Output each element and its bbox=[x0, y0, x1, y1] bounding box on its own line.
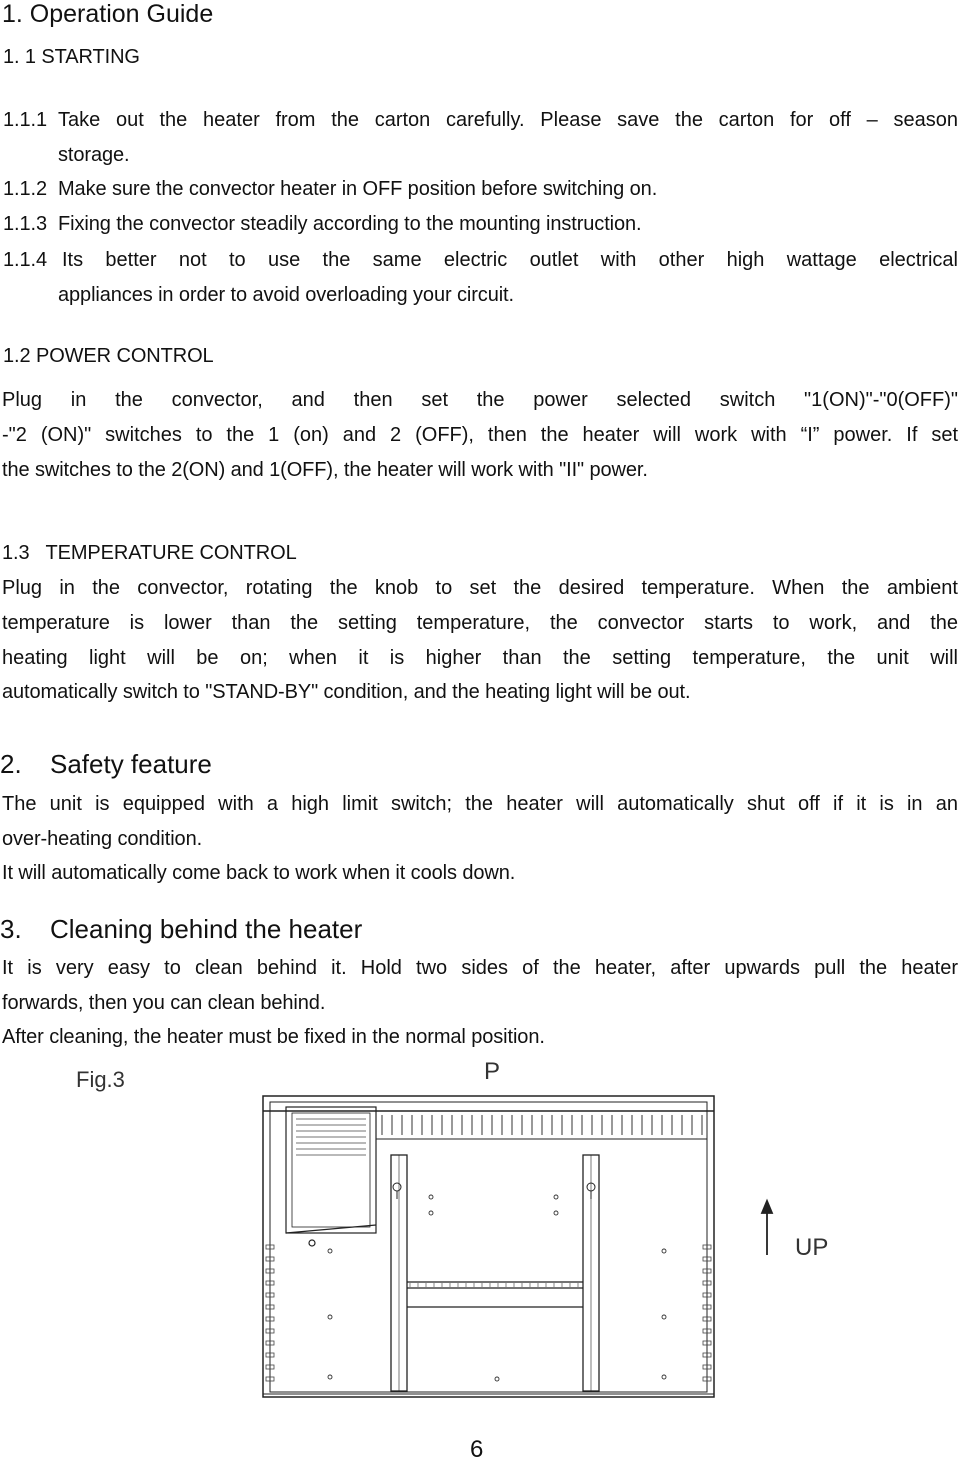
cross-bar bbox=[407, 1282, 583, 1307]
power-control-line-1: Plug in the convector, and then set the power selected switch "1(ON)"-"0(OFF)" bbox=[2, 389, 958, 411]
side-vent-slots bbox=[266, 1245, 711, 1381]
section-3-title: Cleaning behind the heater bbox=[50, 914, 363, 944]
cleaning-line-1: It is very easy to clean behind it. Hold two sides of the heater, after upwards pull the heater bbox=[2, 957, 958, 979]
section-1-title: 1. Operation Guide bbox=[2, 0, 214, 28]
temperature-control-heading: 1.3 TEMPERATURE CONTROL bbox=[2, 542, 297, 564]
top-vent-grille bbox=[382, 1115, 702, 1135]
fig-label bbox=[76, 1067, 125, 1092]
control-box-vents bbox=[296, 1119, 366, 1155]
item-1-1-2-number: 1.1.2 bbox=[3, 178, 47, 200]
power-control-heading: 1.2 POWER CONTROL bbox=[3, 345, 214, 367]
temperature-control-line-1: Plug in the convector, rotating the knob to set the desired temperature. When the ambient bbox=[2, 577, 958, 599]
starting-heading: 1. 1 STARTING bbox=[3, 46, 140, 68]
power-control-line-3: the switches to the 2(ON) and 1(OFF), the heater will work with "II" power. bbox=[2, 459, 648, 481]
item-1-1-1-number: 1.1.1 bbox=[3, 109, 47, 131]
up-arrow-icon bbox=[762, 1201, 772, 1255]
section-2-heading bbox=[0, 751, 400, 781]
item-1-1-3-number: 1.1.3 bbox=[3, 213, 47, 235]
item-1-1-4-line-2: appliances in order to avoid overloading your circuit. bbox=[58, 284, 514, 306]
item-1-1-4-line-1: Its better not to use the same electric outlet with other high wattage electrical bbox=[62, 249, 958, 271]
page-number: 6 bbox=[470, 1436, 484, 1463]
section-3-number: 3. bbox=[0, 914, 22, 944]
svg-text:Fig.3: Fig.3 bbox=[76, 1067, 125, 1092]
section-3-heading bbox=[0, 916, 500, 946]
section-2-title: Safety feature bbox=[50, 749, 212, 779]
control-box bbox=[286, 1107, 376, 1246]
item-1-1-1-line-2: storage. bbox=[58, 144, 130, 166]
safety-line-1: The unit is equipped with a high limit switch; the heater will automatically shut off if it is in an bbox=[2, 793, 958, 815]
temperature-control-line-3: heating light will be on; when it is higher than the setting temperature, the unit will bbox=[2, 647, 958, 669]
heater-back-diagram bbox=[0, 1055, 960, 1435]
item-1-1-1-line-1: Take out the heater from the carton carefully. Please save the carton for off – season bbox=[58, 109, 958, 131]
power-control-line-2: -"2 (ON)" switches to the 1 (on) and 2 (OFF), then the heater will work with “I” power. If set bbox=[2, 424, 958, 446]
item-1-1-3-text: Fixing the convector steadily according to the mounting instruction. bbox=[58, 213, 642, 235]
up-label: UP bbox=[795, 1234, 829, 1261]
cleaning-line-3: After cleaning, the heater must be fixed in the normal position. bbox=[2, 1026, 545, 1048]
temperature-control-line-4: automatically switch to "STAND-BY" condition, and the heating light will be out. bbox=[2, 681, 691, 703]
section-2-number: 2. bbox=[0, 749, 22, 779]
heater-outline bbox=[263, 1096, 714, 1397]
keyhole-slots bbox=[393, 1183, 595, 1199]
item-1-1-4-number: 1.1.4 bbox=[3, 249, 47, 271]
item-1-1-2-text: Make sure the convector heater in OFF position before switching on. bbox=[58, 178, 658, 200]
cleaning-line-2: forwards, then you can clean behind. bbox=[2, 992, 326, 1014]
top-label-p: P bbox=[484, 1058, 501, 1085]
cross-bar-hatching bbox=[410, 1283, 578, 1287]
safety-line-3: It will automatically come back to work when it cools down. bbox=[2, 862, 516, 884]
safety-line-2: over-heating condition. bbox=[2, 828, 203, 850]
temperature-control-line-2: temperature is lower than the setting temperature, the convector starts to work, and the bbox=[2, 612, 958, 634]
mounting-bracket-right bbox=[583, 1155, 599, 1391]
